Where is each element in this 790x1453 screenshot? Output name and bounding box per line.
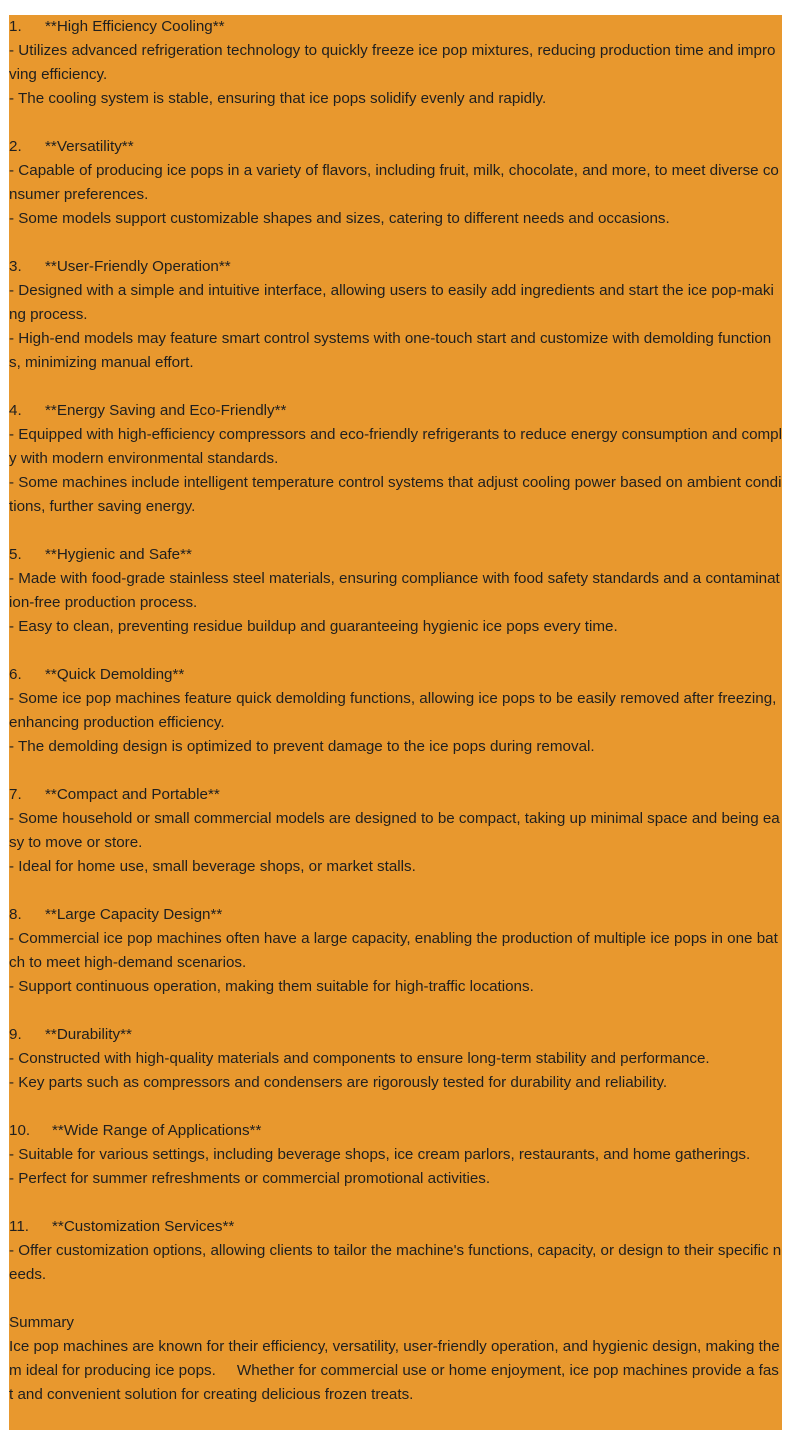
section-title: **Durability** bbox=[45, 1026, 132, 1043]
section-10 bbox=[9, 1119, 782, 1191]
section-title: **Customization Services** bbox=[52, 1218, 235, 1235]
section-number: 11. bbox=[9, 1218, 29, 1235]
bullet-item: - Designed with a simple and intuitive interface, allowing users to easily add ingredients and start the ice pop-making process. bbox=[9, 282, 774, 323]
spacer bbox=[9, 999, 782, 1023]
spacer bbox=[9, 231, 782, 255]
bullet-item: - Perfect for summer refreshments or commercial promotional activities. bbox=[9, 1170, 491, 1187]
section-number: 6. bbox=[9, 666, 22, 683]
bullet-item: - Some ice pop machines feature quick demolding functions, allowing ice pops to be easily removed after freezing, enhancing production efficiency. bbox=[9, 690, 781, 731]
section-number: 2. bbox=[9, 138, 22, 155]
section-title: **Wide Range of Applications** bbox=[52, 1122, 262, 1139]
summary-section bbox=[9, 1311, 782, 1407]
section-title: **Hygienic and Safe** bbox=[45, 546, 192, 563]
bullet-item: - The cooling system is stable, ensuring that ice pops solidify evenly and rapidly. bbox=[9, 90, 547, 107]
spacer bbox=[9, 879, 782, 903]
bullet-item: - Constructed with high-quality materials and components to ensure long-term stability and performance. bbox=[9, 1050, 710, 1067]
section-number: 1. bbox=[9, 18, 22, 35]
section-number: 5. bbox=[9, 546, 22, 563]
bullet-item: - Made with food-grade stainless steel materials, ensuring compliance with food safety standards and a contamination-free production process. bbox=[9, 570, 780, 611]
section-title: **User-Friendly Operation** bbox=[45, 258, 231, 275]
bullet-item: - Key parts such as compressors and condensers are rigorously tested for durability and reliability. bbox=[9, 1074, 668, 1091]
section-number: 3. bbox=[9, 258, 22, 275]
section-title: **High Efficiency Cooling** bbox=[45, 18, 225, 35]
section-number: 9. bbox=[9, 1026, 22, 1043]
section-9 bbox=[9, 1023, 782, 1095]
section-number: 4. bbox=[9, 402, 22, 419]
section-6 bbox=[9, 663, 782, 759]
section-heading bbox=[9, 1119, 782, 1143]
bullet-item: - Offer customization options, allowing clients to tailor the machine's functions, capacity, or design to their specific needs. bbox=[9, 1242, 782, 1283]
bullet-item: - Capable of producing ice pops in a variety of flavors, including fruit, milk, chocolate, and more, to meet diverse consumer preferences. bbox=[9, 162, 779, 203]
spacer bbox=[9, 639, 782, 663]
spacer bbox=[9, 1095, 782, 1119]
section-heading bbox=[9, 783, 782, 807]
section-2 bbox=[9, 135, 782, 231]
section-8 bbox=[9, 903, 782, 999]
bullet-item: - Utilizes advanced refrigeration technology to quickly freeze ice pop mixtures, reducing production time and improving efficiency. bbox=[9, 42, 776, 83]
bullet-item: - Equipped with high-efficiency compressors and eco-friendly refrigerants to reduce energy consumption and comply with modern environmental standards. bbox=[9, 426, 782, 467]
section-heading bbox=[9, 1215, 782, 1239]
bullet-item: - Suitable for various settings, including beverage shops, ice cream parlors, restaurants, and home gatherings. bbox=[9, 1146, 751, 1163]
section-heading bbox=[9, 399, 782, 423]
bullet-item: - Ideal for home use, small beverage shops, or market stalls. bbox=[9, 858, 416, 875]
summary-text: Ice pop machines are known for their efficiency, versatility, user-friendly operation, and hygienic design, making them ideal for producing ice pops. Whether for commercial use or home enjoyment, ice pop machines provide a fast and convenient solution for creating delicious frozen treats. bbox=[9, 1338, 780, 1403]
section-5 bbox=[9, 543, 782, 639]
section-11 bbox=[9, 1215, 782, 1287]
bullet-item: - Commercial ice pop machines often have a large capacity, enabling the production of multiple ice pops in one batch to meet high-demand scenarios. bbox=[9, 930, 778, 971]
bullet-item: - Support continuous operation, making them suitable for high-traffic locations. bbox=[9, 978, 534, 995]
spacer bbox=[9, 519, 782, 543]
bullet-item: - High-end models may feature smart control systems with one-touch start and customize with demolding functions, minimizing manual effort. bbox=[9, 330, 772, 371]
section-heading bbox=[9, 135, 782, 159]
section-heading bbox=[9, 1023, 782, 1047]
bullet-item: - Some machines include intelligent temperature control systems that adjust cooling power based on ambient conditions, further saving energy. bbox=[9, 474, 782, 515]
bullet-item: - The demolding design is optimized to prevent damage to the ice pops during removal. bbox=[9, 738, 595, 755]
section-title: **Compact and Portable** bbox=[45, 786, 220, 803]
spacer bbox=[9, 111, 782, 135]
section-number: 10. bbox=[9, 1122, 31, 1139]
spacer bbox=[9, 1287, 782, 1311]
section-heading bbox=[9, 663, 782, 687]
section-title: **Energy Saving and Eco-Friendly** bbox=[45, 402, 287, 419]
spacer bbox=[9, 759, 782, 783]
spacer bbox=[9, 375, 782, 399]
bullet-item: - Some models support customizable shapes and sizes, catering to different needs and occasions. bbox=[9, 210, 670, 227]
section-7 bbox=[9, 783, 782, 879]
section-title: **Versatility** bbox=[45, 138, 134, 155]
section-heading bbox=[9, 543, 782, 567]
section-number: 8. bbox=[9, 906, 22, 923]
section-title: **Quick Demolding** bbox=[45, 666, 185, 683]
summary-heading: Summary bbox=[9, 1314, 74, 1331]
section-title: **Large Capacity Design** bbox=[45, 906, 223, 923]
section-heading bbox=[9, 255, 782, 279]
bullet-item: - Some household or small commercial models are designed to be compact, taking up minimal space and being easy to move or store. bbox=[9, 810, 780, 851]
section-3 bbox=[9, 255, 782, 375]
section-4 bbox=[9, 399, 782, 519]
bullet-item: - Easy to clean, preventing residue buildup and guaranteeing hygienic ice pops every time. bbox=[9, 618, 618, 635]
section-heading bbox=[9, 903, 782, 927]
section-1 bbox=[9, 15, 782, 111]
section-heading bbox=[9, 15, 782, 39]
section-number: 7. bbox=[9, 786, 22, 803]
document-body bbox=[9, 15, 782, 1430]
spacer bbox=[9, 1191, 782, 1215]
